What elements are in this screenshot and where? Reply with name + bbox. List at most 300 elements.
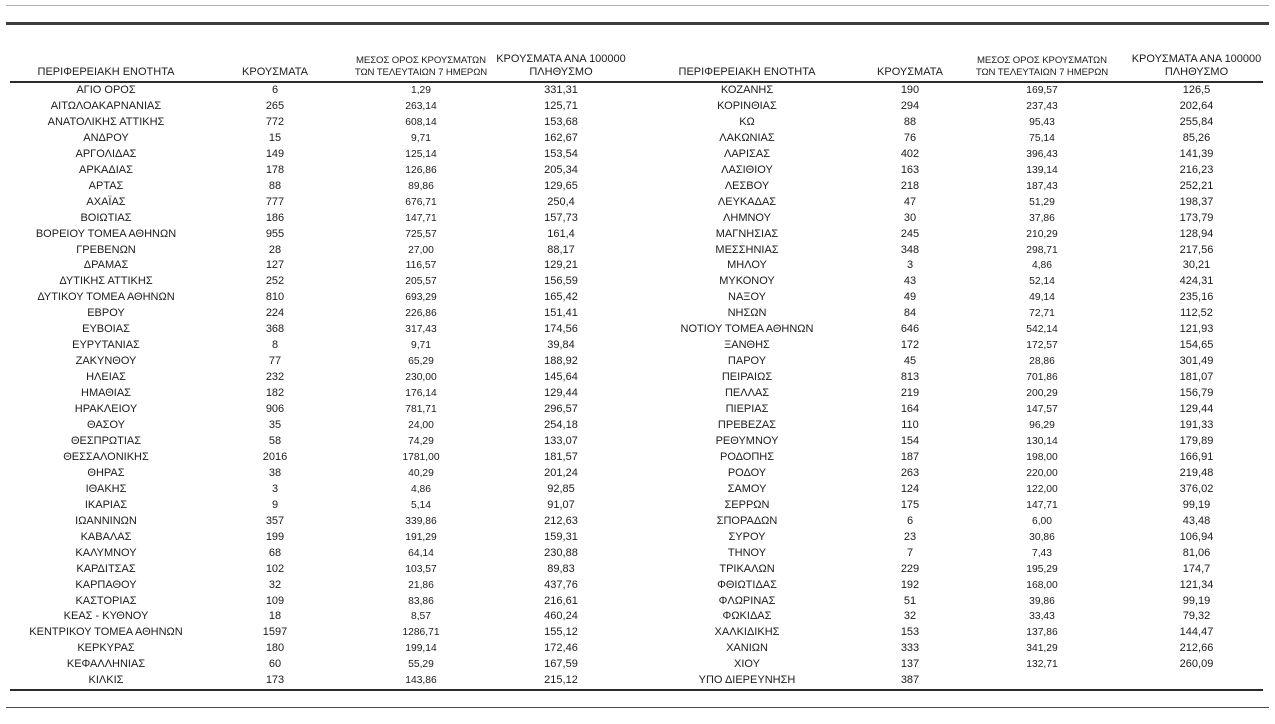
per100k-cell: 173,79 bbox=[1179, 211, 1214, 224]
table-row bbox=[10, 370, 1263, 386]
cases-cell: 15 bbox=[268, 131, 282, 144]
avg7-cell: 37,86 bbox=[1029, 212, 1055, 224]
cases-cell: 154 bbox=[900, 434, 920, 447]
avg7-cell: 96,29 bbox=[1029, 420, 1055, 432]
avg7-cell: 30,86 bbox=[1029, 531, 1055, 543]
cases-cell: 175 bbox=[900, 498, 920, 511]
table-row bbox=[10, 211, 1263, 227]
per100k-cell: 172,46 bbox=[544, 642, 578, 655]
cases-cell: 813 bbox=[900, 371, 920, 384]
per100k-cell: 376,02 bbox=[1179, 482, 1214, 495]
per100k-cell: 156,59 bbox=[544, 275, 578, 288]
header-cases-right: ΚΡΟΥΣΜΑΤΑ bbox=[866, 38, 954, 82]
region-name-cell: ΝΑΞΟΥ bbox=[728, 291, 766, 304]
cases-cell: 333 bbox=[900, 642, 920, 655]
cases-cell: 777 bbox=[265, 195, 285, 208]
region-name-cell: ΜΑΓΝΗΣΙΑΣ bbox=[715, 227, 779, 240]
cases-cell: 32 bbox=[268, 578, 282, 591]
region-name-cell: ΞΑΝΘΗΣ bbox=[724, 339, 770, 352]
header-per100k-left: ΚΡΟΥΣΜΑΤΑ ΑΝΑ 100000 ΠΛΗΘΥΣΜΟ bbox=[494, 38, 628, 82]
cases-cell: 646 bbox=[900, 323, 920, 336]
cases-cell: 265 bbox=[265, 99, 285, 112]
avg7-cell: 40,29 bbox=[408, 467, 434, 479]
cases-cell: 68 bbox=[268, 546, 282, 559]
cases-cell: 76 bbox=[903, 131, 917, 144]
avg7-cell: 230,00 bbox=[405, 372, 437, 384]
per100k-cell: 181,07 bbox=[1179, 371, 1214, 384]
table-row bbox=[10, 147, 1263, 163]
per100k-cell: 99,19 bbox=[1182, 594, 1211, 607]
avg7-cell: 89,86 bbox=[408, 180, 434, 192]
cases-cell: 88 bbox=[268, 179, 282, 192]
avg7-cell: 126,86 bbox=[405, 164, 437, 176]
per100k-cell: 255,84 bbox=[1179, 115, 1214, 128]
per100k-cell: 129,65 bbox=[544, 179, 578, 192]
region-name-cell: ΘΕΣΠΡΩΤΙΑΣ bbox=[70, 434, 142, 447]
header-region-right: ΠΕΡΙΦΕΡΕΙΑΚΗ ΕΝΟΤΗΤΑ bbox=[628, 38, 866, 82]
table-row bbox=[10, 578, 1263, 594]
per100k-cell bbox=[1130, 673, 1263, 690]
cases-cell: 18 bbox=[268, 610, 282, 623]
header-avg7-right: ΜΕΣΟΣ ΟΡΟΣ ΚΡΟΥΣΜΑΤΩΝ ΤΩΝ ΤΕΛΕΥΤΑΙΩΝ 7 ΗΜΕΡΩΝ bbox=[954, 38, 1130, 82]
avg7-cell: 220,00 bbox=[1026, 467, 1058, 479]
avg7-cell: 52,14 bbox=[1029, 276, 1055, 288]
per100k-cell: 99,19 bbox=[1182, 498, 1211, 511]
per100k-cell: 159,31 bbox=[544, 530, 578, 543]
region-name-cell: ΚΕΑΣ - ΚΥΘΝΟΥ bbox=[63, 610, 149, 623]
region-name-cell: ΑΓΙΟ ΟΡΟΣ bbox=[76, 84, 136, 96]
cases-cell: 173 bbox=[202, 673, 348, 690]
region-name-cell: ΡΟΔΟΠΗΣ bbox=[719, 450, 775, 463]
table-row bbox=[10, 498, 1263, 514]
table-row bbox=[10, 530, 1263, 546]
per100k-cell: 212,63 bbox=[544, 514, 578, 527]
avg7-cell: 8,57 bbox=[410, 611, 432, 623]
avg7-cell: 147,71 bbox=[1026, 499, 1058, 511]
table-row bbox=[10, 290, 1263, 306]
region-name-cell: ΣΥΡΟΥ bbox=[728, 530, 766, 543]
per100k-cell: 424,31 bbox=[1179, 275, 1214, 288]
cases-cell: 190 bbox=[900, 84, 920, 96]
avg7-cell: 176,14 bbox=[405, 388, 437, 400]
cases-cell: 38 bbox=[268, 466, 282, 479]
cases-cell: 153 bbox=[900, 626, 920, 639]
region-name-cell: ΠΕΛΛΑΣ bbox=[724, 387, 770, 400]
cases-cell: 187 bbox=[900, 450, 920, 463]
cases-cell: 263 bbox=[900, 466, 920, 479]
region-name-cell: ΝΗΣΩΝ bbox=[727, 307, 767, 320]
cases-cell: 43 bbox=[903, 275, 917, 288]
cases-cell: 6 bbox=[271, 84, 279, 96]
cases-cell: 294 bbox=[900, 99, 920, 112]
region-name-cell: ΒΟΡΕΙΟΥ ΤΟΜΕΑ ΑΘΗΝΩΝ bbox=[35, 227, 177, 240]
cases-cell: 30 bbox=[903, 211, 917, 224]
per100k-cell: 165,42 bbox=[544, 291, 578, 304]
cases-cell: 906 bbox=[265, 403, 285, 416]
avg7-cell: 693,29 bbox=[405, 292, 437, 304]
avg7-cell: 7,43 bbox=[1031, 547, 1053, 559]
table-row bbox=[10, 641, 1263, 657]
region-name-cell: ΑΡΚΑΔΙΑΣ bbox=[79, 163, 133, 176]
per100k-cell: 198,37 bbox=[1179, 195, 1214, 208]
region-name-cell: ΑΡΤΑΣ bbox=[88, 179, 124, 192]
top-heavy-rule bbox=[6, 22, 1269, 25]
region-name-cell: ΛΗΜΝΟΥ bbox=[723, 211, 771, 224]
table-row bbox=[10, 594, 1263, 610]
table-row bbox=[10, 657, 1263, 673]
per100k-cell: 129,44 bbox=[1179, 403, 1214, 416]
per100k-cell: 166,91 bbox=[1179, 450, 1214, 463]
per100k-cell: 88,17 bbox=[547, 243, 575, 256]
avg7-cell: 33,43 bbox=[1029, 611, 1055, 623]
per100k-cell: 219,48 bbox=[1179, 466, 1214, 479]
avg7-cell: 542,14 bbox=[1026, 324, 1058, 336]
per100k-cell: 79,32 bbox=[1182, 610, 1211, 623]
cases-cell: 348 bbox=[900, 243, 920, 256]
cases-cell: 180 bbox=[265, 642, 285, 655]
region-name-cell: ΚΟΡΙΝΘΙΑΣ bbox=[717, 99, 777, 112]
per100k-cell: 254,18 bbox=[544, 419, 578, 432]
table-row bbox=[10, 450, 1263, 466]
cases-cell: 127 bbox=[265, 259, 285, 272]
avg7-cell: 199,14 bbox=[405, 643, 437, 655]
table-row bbox=[10, 322, 1263, 338]
region-name-cell: ΥΠΟ ΔΙΕΡΕΥΝΗΣΗ bbox=[628, 673, 866, 690]
per100k-cell: 133,07 bbox=[544, 434, 578, 447]
avg7-cell: 195,29 bbox=[1026, 563, 1058, 575]
per100k-cell: 205,34 bbox=[544, 163, 578, 176]
table-row bbox=[10, 274, 1263, 290]
per100k-cell: 331,31 bbox=[544, 84, 578, 96]
table-row bbox=[10, 673, 1263, 690]
cases-cell: 955 bbox=[265, 227, 285, 240]
region-name-cell: ΚΑΒΑΛΑΣ bbox=[80, 530, 132, 543]
cases-cell: 124 bbox=[900, 482, 920, 495]
per100k-cell: 230,88 bbox=[544, 546, 578, 559]
region-name-cell: ΑΝΔΡΟΥ bbox=[83, 131, 129, 144]
table-row bbox=[10, 434, 1263, 450]
table-row bbox=[10, 115, 1263, 131]
region-name-cell: ΑΙΤΩΛΟΑΚΑΡΝΑΝΙΑΣ bbox=[50, 99, 162, 112]
cases-cell: 32 bbox=[903, 610, 917, 623]
cases-cell: 1597 bbox=[262, 626, 288, 639]
avg7-cell: 132,71 bbox=[1026, 659, 1058, 671]
avg7-cell: 130,14 bbox=[1026, 435, 1058, 447]
region-name-cell: ΝΟΤΙΟΥ ΤΟΜΕΑ ΑΘΗΝΩΝ bbox=[680, 323, 814, 336]
avg7-cell: 168,00 bbox=[1026, 579, 1058, 591]
region-name-cell: ΣΕΡΡΩΝ bbox=[724, 498, 770, 511]
region-name-cell: ΑΝΑΤΟΛΙΚΗΣ ΑΤΤΙΚΗΣ bbox=[47, 115, 165, 128]
region-name-cell: ΠΕΙΡΑΙΩΣ bbox=[721, 371, 773, 384]
cases-cell: 218 bbox=[900, 179, 920, 192]
cases-cell: 178 bbox=[265, 163, 285, 176]
region-name-cell: ΚΩ bbox=[739, 115, 755, 128]
region-name-cell: ΕΥΒΟΙΑΣ bbox=[82, 323, 130, 336]
cases-cell: 245 bbox=[900, 227, 920, 240]
per100k-cell: 235,16 bbox=[1179, 291, 1214, 304]
region-name-cell: ΖΑΚΥΝΘΟΥ bbox=[75, 355, 137, 368]
cases-cell: 224 bbox=[265, 307, 285, 320]
per100k-cell: 144,47 bbox=[1179, 626, 1214, 639]
region-name-cell: ΙΩΑΝΝΙΝΩΝ bbox=[75, 514, 137, 527]
per100k-cell: 155,12 bbox=[544, 626, 578, 639]
per100k-cell: 174,7 bbox=[1182, 562, 1211, 575]
per100k-cell: 202,64 bbox=[1179, 99, 1214, 112]
per100k-cell: 301,49 bbox=[1179, 355, 1214, 368]
avg7-cell: 263,14 bbox=[405, 100, 437, 112]
region-name-cell: ΚΑΛΥΜΝΟΥ bbox=[75, 546, 137, 559]
region-name-cell: ΚΑΣΤΟΡΙΑΣ bbox=[75, 594, 137, 607]
avg7-cell: 64,14 bbox=[408, 547, 434, 559]
table-row bbox=[10, 482, 1263, 498]
table-row bbox=[10, 195, 1263, 211]
avg7-cell: 147,71 bbox=[405, 212, 437, 224]
per100k-cell: 167,59 bbox=[544, 658, 578, 671]
cases-cell: 229 bbox=[900, 562, 920, 575]
per100k-cell: 252,21 bbox=[1179, 179, 1214, 192]
cases-cell: 219 bbox=[900, 387, 920, 400]
per100k-cell: 112,52 bbox=[1180, 307, 1213, 320]
avg7-cell: 137,86 bbox=[1026, 627, 1058, 639]
per100k-cell: 156,79 bbox=[1179, 387, 1214, 400]
header-cases-left: ΚΡΟΥΣΜΑΤΑ bbox=[202, 38, 348, 82]
per100k-cell: 91,07 bbox=[547, 498, 575, 511]
region-name-cell: ΣΠΟΡΑΔΩΝ bbox=[716, 514, 778, 527]
table-row bbox=[10, 131, 1263, 147]
avg7-cell: 1286,71 bbox=[402, 627, 440, 639]
avg7-cell: 169,57 bbox=[1026, 85, 1058, 96]
avg7-cell: 198,00 bbox=[1026, 451, 1058, 463]
avg7-cell: 143,86 bbox=[348, 673, 494, 690]
cases-cell: 35 bbox=[268, 419, 282, 432]
table-row bbox=[10, 562, 1263, 578]
region-name-cell: ΛΑΚΩΝΙΑΣ bbox=[719, 131, 775, 144]
avg7-cell: 65,29 bbox=[408, 356, 434, 368]
region-name-cell: ΛΑΣΙΘΙΟΥ bbox=[721, 163, 773, 176]
region-name-cell: ΑΧΑΪΑΣ bbox=[86, 195, 126, 208]
per100k-cell: 126,5 bbox=[1182, 84, 1211, 96]
top-light-rule bbox=[6, 5, 1269, 6]
per100k-cell: 39,84 bbox=[547, 339, 575, 352]
per100k-cell: 145,64 bbox=[544, 371, 578, 384]
avg7-cell: 187,43 bbox=[1026, 180, 1058, 192]
avg7-cell: 83,86 bbox=[408, 595, 434, 607]
avg7-cell: 237,43 bbox=[1026, 100, 1058, 112]
per100k-cell: 81,06 bbox=[1182, 546, 1211, 559]
region-name-cell: ΜΥΚΟΝΟΥ bbox=[719, 275, 775, 288]
per100k-cell: 296,57 bbox=[544, 403, 578, 416]
region-name-cell: ΜΗΛΟΥ bbox=[727, 259, 767, 272]
table-header bbox=[10, 38, 1263, 82]
avg7-cell: 95,43 bbox=[1029, 116, 1055, 128]
avg7-cell: 51,29 bbox=[1029, 196, 1055, 208]
region-name-cell: ΘΗΡΑΣ bbox=[87, 466, 125, 479]
cases-cell: 163 bbox=[900, 163, 920, 176]
avg7-cell: 74,29 bbox=[408, 435, 434, 447]
avg7-cell: 55,29 bbox=[408, 659, 434, 671]
per100k-cell: 106,94 bbox=[1179, 530, 1214, 543]
per100k-cell: 201,24 bbox=[544, 466, 578, 479]
per100k-cell: 250,4 bbox=[547, 195, 575, 208]
avg7-cell: 9,71 bbox=[410, 132, 432, 144]
table-row bbox=[10, 609, 1263, 625]
cases-cell: 357 bbox=[265, 514, 285, 527]
avg7-cell: 147,57 bbox=[1026, 404, 1058, 416]
table-row bbox=[10, 163, 1263, 179]
per100k-cell: 154,65 bbox=[1179, 339, 1214, 352]
per100k-cell: 125,71 bbox=[544, 99, 578, 112]
avg7-cell bbox=[954, 673, 1130, 690]
table-row bbox=[10, 546, 1263, 562]
avg7-cell: 75,14 bbox=[1029, 132, 1055, 144]
region-name-cell: ΗΡΑΚΛΕΙΟΥ bbox=[74, 403, 138, 416]
cases-cell: 28 bbox=[268, 243, 282, 256]
cases-cell: 252 bbox=[265, 275, 285, 288]
cases-cell: 810 bbox=[265, 291, 285, 304]
cases-cell: 88 bbox=[903, 115, 917, 128]
avg7-cell: 210,29 bbox=[1026, 228, 1058, 240]
cases-cell: 3 bbox=[906, 259, 914, 272]
avg7-cell: 122,00 bbox=[1026, 483, 1058, 495]
avg7-cell: 781,71 bbox=[405, 404, 437, 416]
per100k-cell: 437,76 bbox=[544, 578, 578, 591]
cases-cell: 58 bbox=[268, 434, 282, 447]
cases-cell: 368 bbox=[265, 323, 285, 336]
region-name-cell: ΡΕΘΥΜΝΟΥ bbox=[715, 434, 779, 447]
region-name-cell: ΕΥΡΥΤΑΝΙΑΣ bbox=[72, 339, 140, 352]
table-row bbox=[10, 514, 1263, 530]
avg7-cell: 116,57 bbox=[405, 260, 437, 272]
per100k-cell: 121,93 bbox=[1179, 323, 1214, 336]
per100k-cell: 188,92 bbox=[544, 355, 578, 368]
region-name-cell: ΚΕΦΑΛΛΗΝΙΑΣ bbox=[66, 658, 146, 671]
per100k-cell: 157,73 bbox=[544, 211, 578, 224]
cases-cell: 49 bbox=[903, 291, 917, 304]
cases-cell: 84 bbox=[903, 307, 917, 320]
avg7-cell: 4,86 bbox=[410, 483, 432, 495]
region-name-cell: ΦΛΩΡΙΝΑΣ bbox=[718, 594, 776, 607]
region-name-cell: ΜΕΣΣΗΝΙΑΣ bbox=[715, 243, 779, 256]
region-name-cell: ΑΡΓΟΛΙΔΑΣ bbox=[75, 147, 137, 160]
cases-cell: 387 bbox=[866, 673, 954, 690]
region-name-cell: ΤΗΝΟΥ bbox=[727, 546, 767, 559]
region-name-cell: ΗΛΕΙΑΣ bbox=[86, 371, 126, 384]
avg7-cell: 608,14 bbox=[405, 116, 437, 128]
per100k-cell: 212,66 bbox=[1179, 642, 1214, 655]
region-name-cell: ΔΥΤΙΚΗΣ ΑΤΤΙΚΗΣ bbox=[59, 275, 153, 288]
cases-cell: 23 bbox=[903, 530, 917, 543]
header-avg7-left: ΜΕΣΟΣ ΟΡΟΣ ΚΡΟΥΣΜΑΤΩΝ ΤΩΝ ΤΕΛΕΥΤΑΙΩΝ 7 ΗΜΕΡΩΝ bbox=[348, 38, 494, 82]
per100k-cell: 30,21 bbox=[1182, 259, 1211, 272]
region-name-cell: ΡΟΔΟΥ bbox=[727, 466, 767, 479]
region-name-cell: ΙΘΑΚΗΣ bbox=[85, 482, 127, 495]
per100k-cell: 215,12 bbox=[494, 673, 628, 690]
region-name-cell: ΣΑΜΟΥ bbox=[727, 482, 767, 495]
cases-cell: 51 bbox=[903, 594, 917, 607]
avg7-cell: 24,00 bbox=[408, 420, 434, 432]
region-name-cell: ΦΩΚΙΔΑΣ bbox=[722, 610, 772, 623]
table-row bbox=[10, 625, 1263, 641]
avg7-cell: 205,57 bbox=[405, 276, 437, 288]
avg7-cell: 341,29 bbox=[1026, 643, 1058, 655]
avg7-cell: 5,14 bbox=[410, 499, 432, 511]
region-name-cell: ΤΡΙΚΑΛΩΝ bbox=[719, 562, 775, 575]
cases-cell: 172 bbox=[900, 339, 920, 352]
cases-cell: 2016 bbox=[262, 450, 288, 463]
cases-cell: 3 bbox=[271, 482, 279, 495]
avg7-cell: 317,43 bbox=[405, 324, 437, 336]
region-name-cell: ΧΑΝΙΩΝ bbox=[726, 642, 768, 655]
cases-cell: 8 bbox=[271, 339, 279, 352]
cases-cell: 164 bbox=[900, 403, 920, 416]
avg7-cell: 226,86 bbox=[405, 308, 437, 320]
cases-cell: 7 bbox=[906, 546, 914, 559]
region-name-cell: ΙΚΑΡΙΑΣ bbox=[84, 498, 128, 511]
table-row bbox=[10, 306, 1263, 322]
cases-cell: 186 bbox=[265, 211, 285, 224]
region-name-cell: ΛΕΥΚΑΔΑΣ bbox=[717, 195, 777, 208]
per100k-cell: 216,61 bbox=[544, 594, 578, 607]
region-name-cell: ΘΑΣΟΥ bbox=[86, 419, 126, 432]
per100k-cell: 162,67 bbox=[544, 131, 578, 144]
avg7-cell: 339,86 bbox=[405, 515, 437, 527]
table-row bbox=[10, 179, 1263, 195]
table-row bbox=[10, 338, 1263, 354]
avg7-cell: 396,43 bbox=[1026, 148, 1058, 160]
per100k-cell: 260,09 bbox=[1179, 658, 1214, 671]
cases-cell: 110 bbox=[901, 419, 919, 432]
avg7-cell: 21,86 bbox=[408, 579, 434, 591]
region-name-cell: ΠΡΕΒΕΖΑΣ bbox=[717, 419, 777, 432]
table-row bbox=[10, 99, 1263, 115]
per100k-cell: 153,68 bbox=[544, 115, 578, 128]
per100k-cell: 217,56 bbox=[1179, 243, 1214, 256]
region-name-cell: ΚΟΖΑΝΗΣ bbox=[720, 84, 774, 96]
cases-cell: 6 bbox=[906, 514, 914, 527]
table-row bbox=[10, 82, 1263, 99]
avg7-cell: 200,29 bbox=[1026, 388, 1058, 400]
per100k-cell: 460,24 bbox=[544, 610, 578, 623]
cases-cell: 192 bbox=[900, 578, 920, 591]
region-name-cell: ΗΜΑΘΙΑΣ bbox=[81, 387, 131, 400]
per100k-cell: 181,57 bbox=[544, 450, 578, 463]
bottom-rule bbox=[6, 707, 1269, 708]
cases-cell: 102 bbox=[265, 562, 285, 575]
table-row bbox=[10, 258, 1263, 274]
region-name-cell: ΠΙΕΡΙΑΣ bbox=[725, 403, 769, 416]
region-name-cell: ΛΑΡΙΣΑΣ bbox=[723, 147, 770, 160]
avg7-cell: 191,29 bbox=[405, 531, 437, 543]
cases-cell: 182 bbox=[265, 387, 285, 400]
cases-cell: 60 bbox=[268, 658, 282, 671]
region-name-cell: ΠΑΡΟΥ bbox=[727, 355, 767, 368]
region-name-cell: ΒΟΙΩΤΙΑΣ bbox=[80, 211, 132, 224]
per100k-cell: 179,89 bbox=[1179, 434, 1214, 447]
table-body bbox=[10, 82, 1263, 690]
avg7-cell: 701,86 bbox=[1026, 372, 1058, 384]
table-row bbox=[10, 227, 1263, 243]
region-name-cell: ΧΑΛΚΙΔΙΚΗΣ bbox=[714, 626, 780, 639]
region-name-cell: ΦΘΙΩΤΙΔΑΣ bbox=[717, 578, 777, 591]
table-row bbox=[10, 466, 1263, 482]
region-name-cell: ΕΒΡΟΥ bbox=[87, 307, 125, 320]
table-row bbox=[10, 402, 1263, 418]
header-region-left: ΠΕΡΙΦΕΡΕΙΑΚΗ ΕΝΟΤΗΤΑ bbox=[10, 38, 202, 82]
avg7-cell: 27,00 bbox=[408, 244, 434, 256]
cases-cell: 77 bbox=[268, 355, 282, 368]
per100k-cell: 141,39 bbox=[1179, 147, 1214, 160]
per100k-cell: 174,56 bbox=[544, 323, 578, 336]
